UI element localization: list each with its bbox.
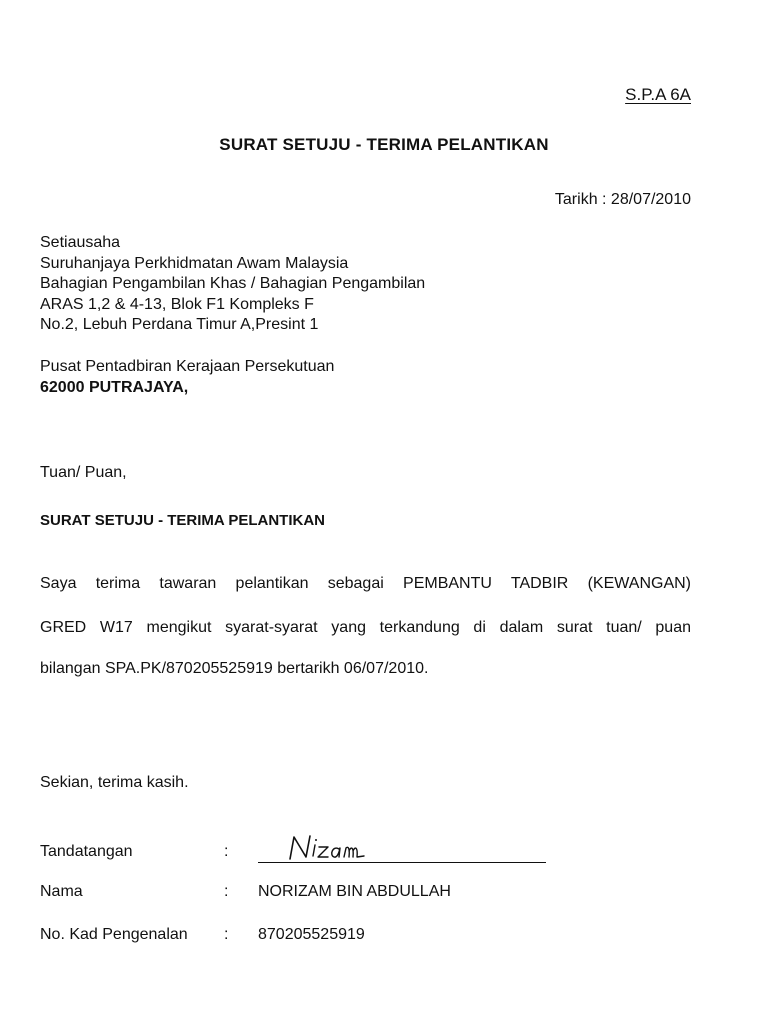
body-line: GRED W17 mengikut syarat-syarat yang terkandung di dalam surat tuan/ puan bbox=[40, 619, 691, 636]
signature-row bbox=[40, 843, 740, 867]
address-line: Pusat Pentadbiran Kerajaan Persekutuan bbox=[40, 358, 335, 375]
letter-heading: SURAT SETUJU - TERIMA PELANTIKAN bbox=[219, 135, 549, 154]
letter-date: Tarikh : 28/07/2010 bbox=[554, 191, 691, 208]
address-line: ARAS 1,2 & 4-13, Blok F1 Kompleks F bbox=[40, 295, 314, 313]
name-row bbox=[40, 883, 740, 907]
ic-label: No. Kad Pengenalan bbox=[40, 926, 188, 943]
colon: : bbox=[224, 843, 229, 860]
colon: : bbox=[224, 883, 229, 900]
address-line: No.2, Lebuh Perdana Timur A,Presint 1 bbox=[40, 316, 319, 333]
address-line: Setiausaha bbox=[40, 234, 121, 251]
salutation: Tuan/ Puan, bbox=[40, 464, 127, 481]
colon: : bbox=[224, 926, 229, 943]
address-city: 62000 PUTRAJAYA, bbox=[40, 378, 189, 396]
name-label: Nama bbox=[40, 883, 83, 900]
recipient-address-city bbox=[40, 357, 334, 398]
handwritten-signature bbox=[284, 831, 374, 865]
name-value: NORIZAM BIN ABDULLAH bbox=[258, 883, 451, 900]
ic-value: 870205525919 bbox=[258, 926, 365, 943]
subject-line: SURAT SETUJU - TERIMA PELANTIKAN bbox=[40, 512, 325, 529]
body-line: Saya terima tawaran pelantikan sebagai PEMBANTU TADBIR (KEWANGAN) bbox=[40, 575, 691, 592]
recipient-address bbox=[40, 233, 425, 336]
ic-row bbox=[40, 926, 740, 950]
address-line: Bahagian Pengambilan Khas / Bahagian Pengambilan bbox=[40, 275, 426, 292]
signature-label: Tandatangan bbox=[40, 843, 133, 860]
address-line: Suruhanjaya Perkhidmatan Awam Malaysia bbox=[40, 254, 349, 272]
closing: Sekian, terima kasih. bbox=[40, 774, 189, 791]
form-code: S.P.A 6A bbox=[625, 85, 691, 104]
body-line: bilangan SPA.PK/870205525919 bertarikh 06/07/2010. bbox=[40, 660, 429, 677]
